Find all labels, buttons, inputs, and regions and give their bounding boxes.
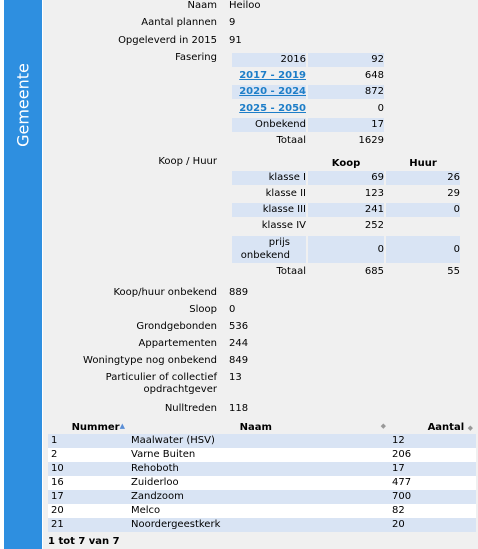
nummer-cell: 2: [48, 448, 128, 462]
aantal-cell: 20: [389, 518, 476, 532]
nummer-cell: 17: [48, 490, 128, 504]
nummer-cell: 10: [48, 462, 128, 476]
gemeente-tab[interactable]: [4, 0, 42, 549]
fasering-label: Fasering: [175, 52, 217, 63]
fasering-link-2017-2019[interactable]: 2017 - 2019: [239, 70, 306, 81]
klasse-label: klasse II: [265, 188, 306, 199]
stat-value: 118: [229, 403, 249, 414]
naam-cell: Melco: [128, 504, 389, 518]
naam-cell: Zuiderloo: [128, 476, 389, 490]
koop-value: 0: [308, 236, 384, 263]
koop-total-value: 685: [364, 266, 384, 277]
naam-cell: Noordergeestkerk: [128, 518, 389, 532]
koop-value: 123: [364, 188, 384, 199]
table-row[interactable]: [48, 518, 476, 532]
aantal-cell: 12: [389, 434, 476, 448]
naam-header-label: Naam: [239, 421, 272, 433]
koop-header: Koop: [331, 158, 361, 169]
huur-value: 26: [386, 171, 460, 185]
fasering-value: 872: [308, 85, 384, 99]
stat-label: Grondgebonden: [136, 321, 217, 332]
naam-cell: Zandzoom: [128, 490, 389, 504]
huur-value: 0: [386, 203, 460, 217]
nummer-cell: 21: [48, 518, 128, 532]
koop-value: 69: [308, 171, 384, 185]
huur-value: 29: [447, 188, 460, 199]
klasse-label: klasse IV: [261, 220, 306, 231]
plans-header-row: [48, 420, 476, 434]
aantal-cell: 82: [389, 504, 476, 518]
gemeente-tab-label: Gemeente: [13, 63, 33, 147]
koop-value: 241: [308, 203, 384, 217]
huur-value: 0: [386, 236, 460, 263]
table-row[interactable]: [48, 434, 476, 448]
huur-header: Huur: [409, 158, 437, 169]
fasering-total-value: 1629: [358, 135, 384, 146]
sort-both-icon: ◆: [467, 423, 473, 432]
naam-column-header[interactable]: [128, 420, 389, 434]
stat-label: Woningtype nog onbekend: [83, 355, 217, 366]
stat-label: Koop/huur onbekend: [113, 287, 217, 298]
sort-both-icon: ◆: [380, 421, 386, 430]
opgeleverd-value: 91: [229, 35, 242, 46]
naam-cell: Maalwater (HSV): [128, 434, 389, 448]
stat-label: Particulier of collectief opdrachtgever: [105, 372, 217, 395]
klasse-prijs-onbekend-cell: [232, 236, 306, 263]
koop-value: 252: [364, 220, 384, 231]
nummer-cell: 20: [48, 504, 128, 518]
aantal-cell: 700: [389, 490, 476, 504]
klasse-label: klasse III: [232, 203, 306, 217]
fasering-period: 2016: [232, 53, 306, 67]
aantal-cell: 477: [389, 476, 476, 490]
nummer-header-label: Nummer: [71, 421, 120, 433]
table-row[interactable]: [48, 504, 476, 518]
naam-cell: Varne Buiten: [128, 448, 389, 462]
stat-label: Nulltreden: [164, 403, 217, 414]
nummer-cell: 1: [48, 434, 128, 448]
stat-label: Sloop: [189, 304, 217, 315]
stat-value: 244: [229, 338, 249, 349]
klasse-label: klasse I: [232, 171, 306, 185]
fasering-value: 17: [308, 118, 384, 132]
naam-label: Naam: [187, 0, 217, 11]
stat-label: Appartementen: [138, 338, 217, 349]
klasse-label: prijs onbekend: [240, 237, 290, 261]
table-info-footer: 1 tot 7 van 7: [48, 536, 120, 547]
naam-value: Heiloo: [229, 0, 261, 11]
aantal-plannen-value: 9: [229, 17, 236, 28]
sort-asc-icon: ▲: [119, 421, 125, 430]
koop-huur-total-label: Totaal: [276, 266, 306, 277]
naam-cell: Rehoboth: [128, 462, 389, 476]
fasering-period: Onbekend: [232, 118, 306, 132]
plans-table: [48, 420, 476, 532]
opgeleverd-label: Opgeleverd in 2015: [118, 35, 217, 46]
fasering-value: 648: [364, 70, 384, 81]
fasering-value: 0: [377, 103, 384, 114]
aantal-cell: 206: [389, 448, 476, 462]
stat-value: 849: [229, 355, 249, 366]
aantal-header-label: Aantal: [427, 421, 465, 433]
stat-value: 536: [229, 321, 249, 332]
aantal-column-header[interactable]: [389, 420, 476, 434]
aantal-plannen-label: Aantal plannen: [141, 17, 217, 28]
fasering-total-label: Totaal: [276, 135, 306, 146]
stat-value: 0: [229, 304, 236, 315]
fasering-value: 92: [308, 53, 384, 67]
koop-huur-label: Koop / Huur: [158, 156, 217, 167]
nummer-column-header[interactable]: [48, 420, 128, 434]
table-row[interactable]: [48, 448, 476, 462]
fasering-link-2025-2050[interactable]: 2025 - 2050: [239, 103, 306, 114]
stat-value: 889: [229, 287, 249, 298]
huur-total-value: 55: [447, 266, 460, 277]
nummer-cell: 16: [48, 476, 128, 490]
fasering-link-2020-2024[interactable]: 2020 - 2024: [239, 86, 306, 97]
table-row[interactable]: [48, 490, 476, 504]
content-panel: [43, 0, 478, 549]
table-row[interactable]: [48, 476, 476, 490]
table-row[interactable]: [48, 462, 476, 476]
stat-value: 13: [229, 372, 242, 383]
aantal-cell: 17: [389, 462, 476, 476]
